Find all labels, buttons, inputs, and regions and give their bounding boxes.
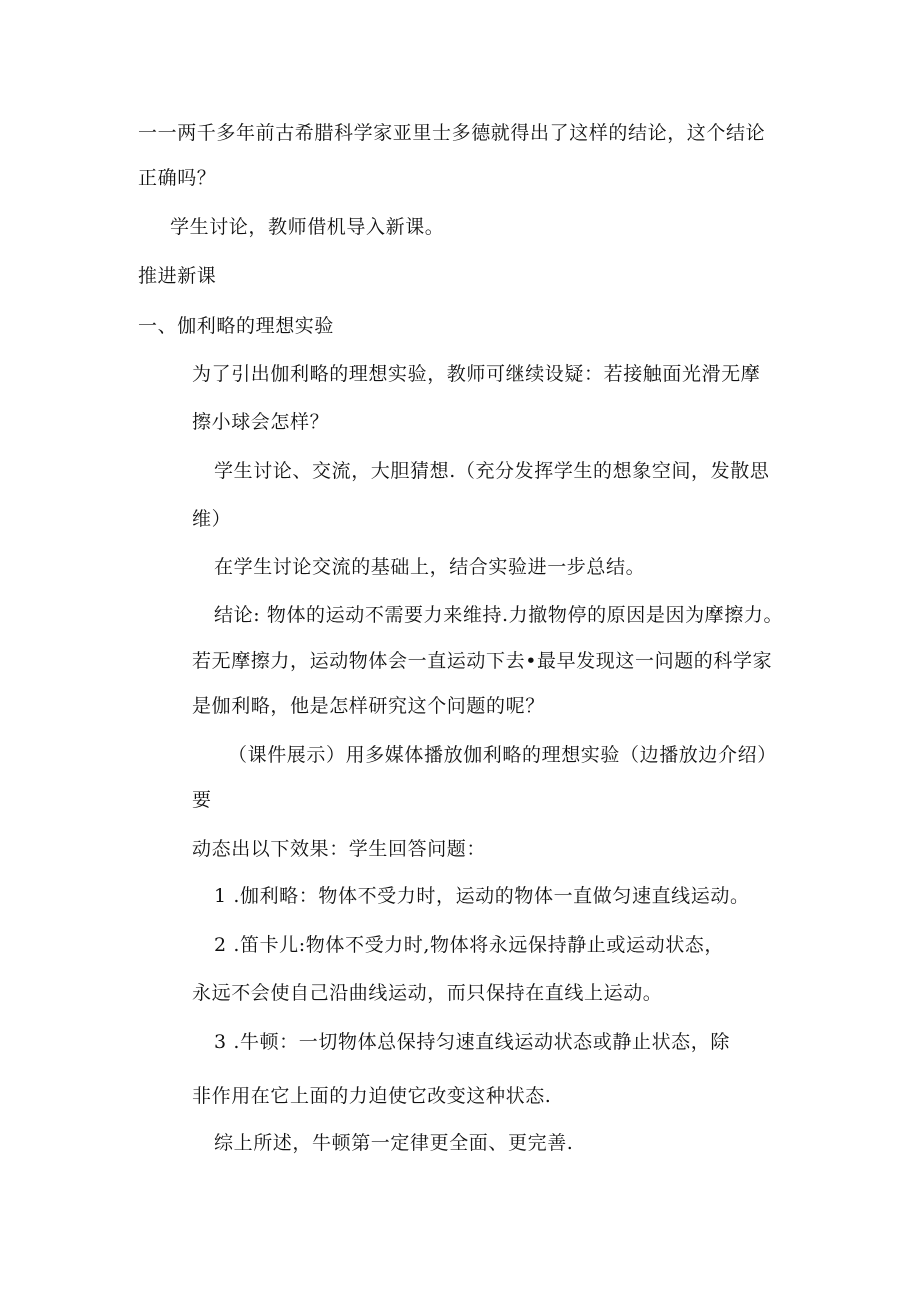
section-heading: 推进新课: [138, 265, 217, 287]
text-line: 若无摩擦力，运动物体会一直运动下去•最早发现这一问题的科学家: [192, 650, 773, 672]
text-line: 一一两千多年前古希腊科学家亚里士多德就得出了这样的结论，这个结论: [138, 122, 766, 144]
text-line: 学生讨论，教师借机导入新课。: [170, 216, 445, 238]
text-line: 在学生讨论交流的基础上，结合实验进一步总结。: [214, 556, 646, 578]
text-line: 结论: 物体的运动不需要力来维持.力撤物停的原因是因为摩擦力。: [214, 604, 784, 626]
list-item: 3 .牛顿：一切物体总保持匀速直线运动状态或静止状态，除: [214, 1031, 730, 1053]
list-item: 1 .伽利略：物体不受力时，运动的物体一直做匀速直线运动。: [214, 885, 750, 907]
text-line: 综上所述，牛顿第一定律更全面、更完善.: [214, 1132, 574, 1154]
text-line: 非作用在它上面的力迫使它改变这种状态.: [192, 1085, 552, 1107]
section-heading: 一、伽利略的理想实验: [138, 315, 335, 337]
text-line: 永远不会使自己沿曲线运动，而只保持在直线上运动。: [192, 982, 663, 1004]
text-line: 是伽利略，他是怎样研究这个问题的呢？: [192, 695, 545, 717]
text-line: 为了引出伽利略的理想实验，教师可继续设疑：若接触面光滑无摩: [192, 363, 761, 385]
text-line: 学生讨论、交流，大胆猜想.（充分发挥学生的想象空间，发散思: [214, 460, 770, 482]
text-line: 动态出以下效果：学生回答问题：: [192, 838, 487, 860]
text-line: 维）: [192, 508, 232, 530]
text-line: 要: [192, 789, 212, 811]
text-line: 擦小球会怎样？: [192, 411, 330, 433]
text-line: （课件展示）用多媒体播放伽利略的理想实验（边播放边介绍）: [228, 744, 777, 766]
list-item: 2 .笛卡儿:物体不受力时,物体将永远保持静止或运动状态，: [214, 934, 725, 956]
text-line: 正确吗？: [138, 167, 217, 189]
